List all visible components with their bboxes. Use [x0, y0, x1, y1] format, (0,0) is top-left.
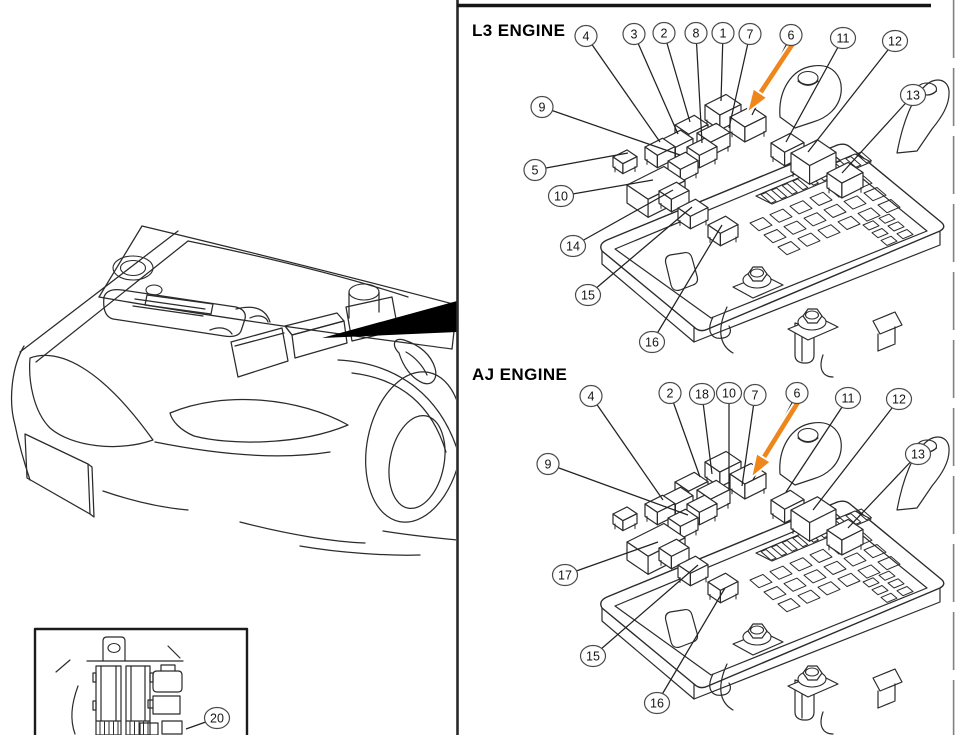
callout-2	[653, 23, 675, 44]
callout-2	[659, 383, 681, 404]
callout-leader-4	[591, 396, 663, 500]
callout-number: 14	[566, 239, 580, 254]
callout-16	[640, 332, 665, 353]
callout-number: 2	[660, 26, 668, 41]
callout-number: 2	[666, 386, 674, 401]
l3-engine-title: L3 ENGINE	[472, 21, 566, 40]
callout-12	[883, 31, 908, 52]
callout-number: 3	[630, 27, 638, 42]
callout-11	[831, 28, 856, 49]
car-front-illustration	[12, 226, 475, 555]
callout-20	[205, 708, 230, 729]
fusebox-aj-art	[601, 423, 949, 734]
callout-17	[553, 565, 578, 586]
callout-number: 9	[544, 457, 552, 472]
callout-18	[690, 384, 715, 405]
callout-number: 6	[787, 28, 795, 43]
callout-number: 12	[892, 392, 906, 407]
callout-5	[524, 160, 546, 181]
callout-leader-2	[670, 393, 700, 477]
callout-number: 10	[722, 386, 736, 401]
callout-number: 6	[793, 386, 801, 401]
callout-number: 20	[210, 711, 224, 726]
callout-13	[901, 85, 926, 106]
callout-1	[712, 23, 734, 44]
callout-number: 8	[692, 26, 700, 41]
callout-16	[645, 693, 670, 714]
callout-leader-3	[634, 34, 678, 134]
callout-7	[744, 385, 766, 406]
callout-11	[836, 388, 861, 409]
callout-number: 15	[586, 649, 600, 664]
callout-number: 11	[841, 391, 855, 406]
callout-9	[537, 454, 559, 475]
callout-8	[685, 23, 707, 44]
callout-number: 13	[906, 88, 920, 103]
callout-number: 17	[558, 568, 572, 583]
callout-4	[580, 386, 602, 407]
callout-number: 1	[719, 26, 727, 41]
callout-number: 16	[645, 335, 659, 350]
callout-9	[531, 97, 553, 118]
callout-number: 11	[836, 31, 850, 46]
callout-number: 15	[581, 288, 595, 303]
callout-leader-9	[548, 464, 688, 515]
callout-13	[906, 444, 931, 465]
callout-number: 4	[587, 389, 595, 404]
callout-number: 5	[531, 163, 539, 178]
callout-leader-9	[542, 107, 680, 155]
callout-6	[786, 383, 808, 404]
callout-number: 4	[582, 29, 590, 44]
callout-3	[623, 24, 645, 45]
callout-12	[887, 389, 912, 410]
callout-number: 13	[911, 447, 925, 462]
callout-15	[581, 646, 606, 667]
callout-number: 7	[746, 27, 754, 42]
callout-4	[575, 26, 597, 47]
callout-10	[549, 186, 574, 207]
callout-leader-2	[664, 33, 690, 122]
callout-number: 9	[538, 100, 546, 115]
callout-number: 7	[751, 388, 759, 403]
callout-number: 18	[695, 387, 709, 402]
callout-7	[739, 24, 761, 45]
callout-number: 10	[554, 189, 568, 204]
callout-number: 16	[650, 696, 664, 711]
aj-engine-title: AJ ENGINE	[472, 365, 568, 384]
callout-6	[780, 25, 802, 46]
callout-14	[561, 236, 586, 257]
callout-number: 12	[888, 34, 902, 49]
callout-10	[717, 383, 742, 404]
callouts-inset	[186, 708, 230, 730]
callout-15	[576, 285, 601, 306]
